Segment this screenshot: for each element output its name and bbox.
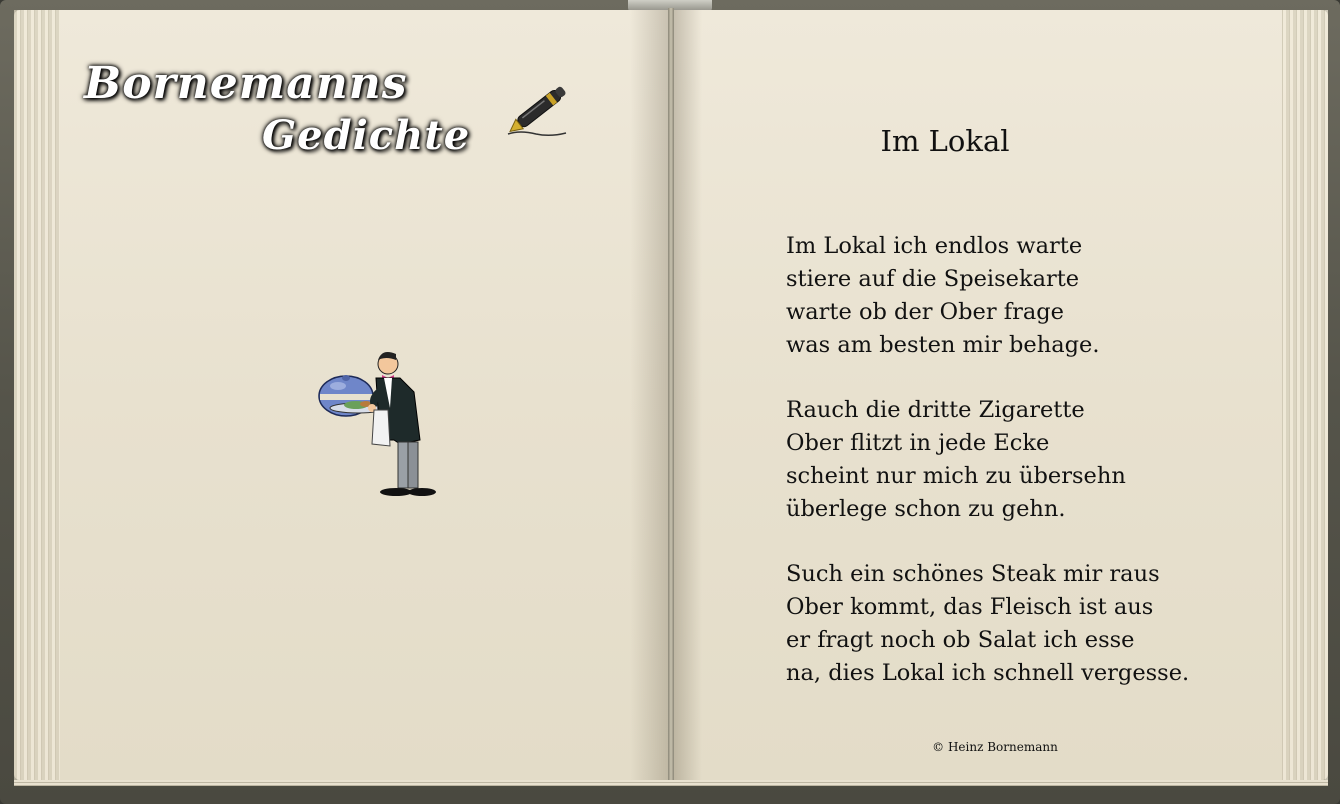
page-edges (14, 780, 1328, 786)
poem-line: na, dies Lokal ich schnell vergesse. (786, 660, 1190, 686)
book-spine (668, 8, 674, 782)
poem-line: er fragt noch ob Salat ich esse (786, 627, 1135, 653)
poem-line: Im Lokal ich endlos warte (786, 233, 1083, 259)
poem-line: Ober kommt, das Fleisch ist aus (786, 594, 1154, 620)
site-title-line2: Gedichte (262, 112, 471, 159)
fountain-pen-icon (500, 76, 578, 140)
gutter-shadow-left (630, 10, 670, 780)
gutter-shadow-right (672, 10, 702, 780)
poem-body (786, 230, 1226, 722)
poem-title: Im Lokal (880, 124, 1010, 158)
poem-line: Ober flitzt in jede Ecke (786, 430, 1050, 456)
poem-line: warte ob der Ober frage (786, 299, 1064, 325)
poem-line: Rauch die dritte Zigarette (786, 397, 1085, 423)
stanza-2 (786, 394, 1226, 526)
poem-line: stiere auf die Speisekarte (786, 266, 1080, 292)
poem-line: Such ein schönes Steak mir raus (786, 561, 1160, 587)
poem-line: was am besten mir behage. (786, 332, 1100, 358)
poem-line: scheint nur mich zu übersehn (786, 463, 1126, 489)
waiter-illustration (316, 348, 440, 500)
poem-line: überlege schon zu gehn. (786, 496, 1066, 522)
copyright-notice: © Heinz Bornemann (932, 740, 1058, 754)
site-title-line1: Bornemanns (84, 58, 408, 109)
stanza-1 (786, 230, 1226, 362)
stanza-3 (786, 558, 1226, 690)
